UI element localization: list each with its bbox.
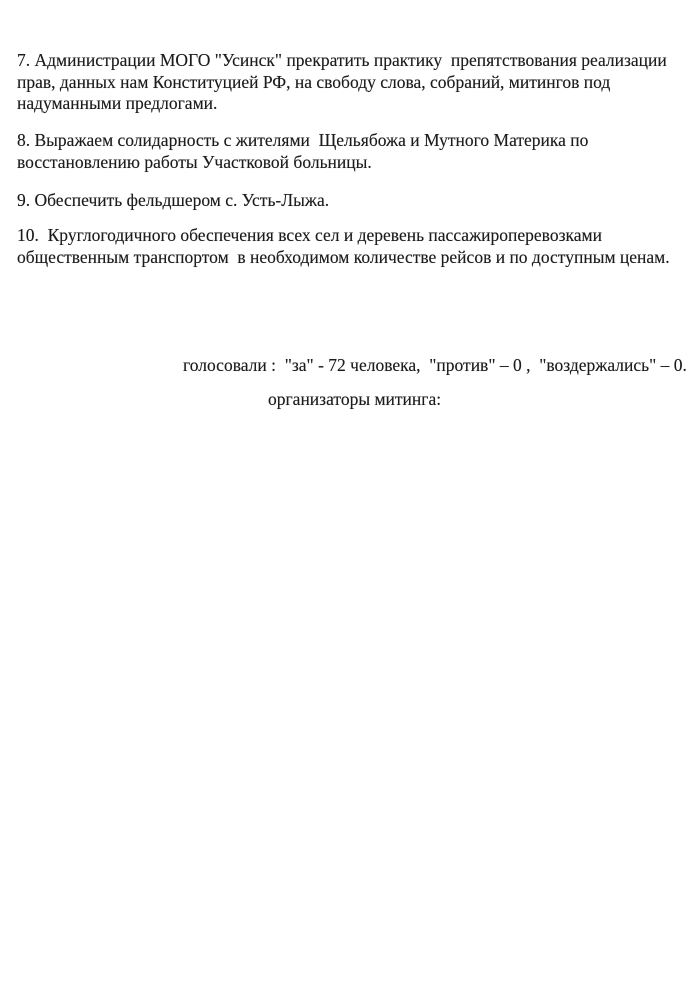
text-line: 10. Круглогодичного обеспечения всех сел и деревень пассажироперевозками bbox=[17, 225, 602, 245]
resolution-item-9 bbox=[17, 190, 687, 212]
resolution-item-10 bbox=[17, 225, 687, 268]
text-line: надуманными предлогами. bbox=[17, 93, 218, 114]
text-line: восстановлению работы Участковой больницы. bbox=[17, 151, 372, 172]
voting-results-line: голосовали : "за" - 72 человека, "против" – 0 , "воздержались" – 0. bbox=[183, 355, 687, 375]
organizers-label: организаторы митинга: bbox=[268, 389, 442, 409]
text-line: 7. Администрации МОГО "Усинск" прекратить практику препятствования реализации bbox=[17, 50, 667, 70]
resolution-item-7 bbox=[17, 50, 687, 115]
text-line: прав, данных нам Конституцией РФ, на свободу слова, собраний, митингов под bbox=[17, 71, 611, 92]
text-line: общественным транспортом в необходимом количестве рейсов и по доступным ценам. bbox=[17, 246, 670, 267]
resolution-item-8 bbox=[17, 130, 687, 173]
text-line: 8. Выражаем солидарность с жителями Щельябожа и Мутного Материка по bbox=[17, 130, 589, 150]
text-line: 9. Обеспечить фельдшером с. Усть-Лыжа. bbox=[17, 190, 330, 210]
